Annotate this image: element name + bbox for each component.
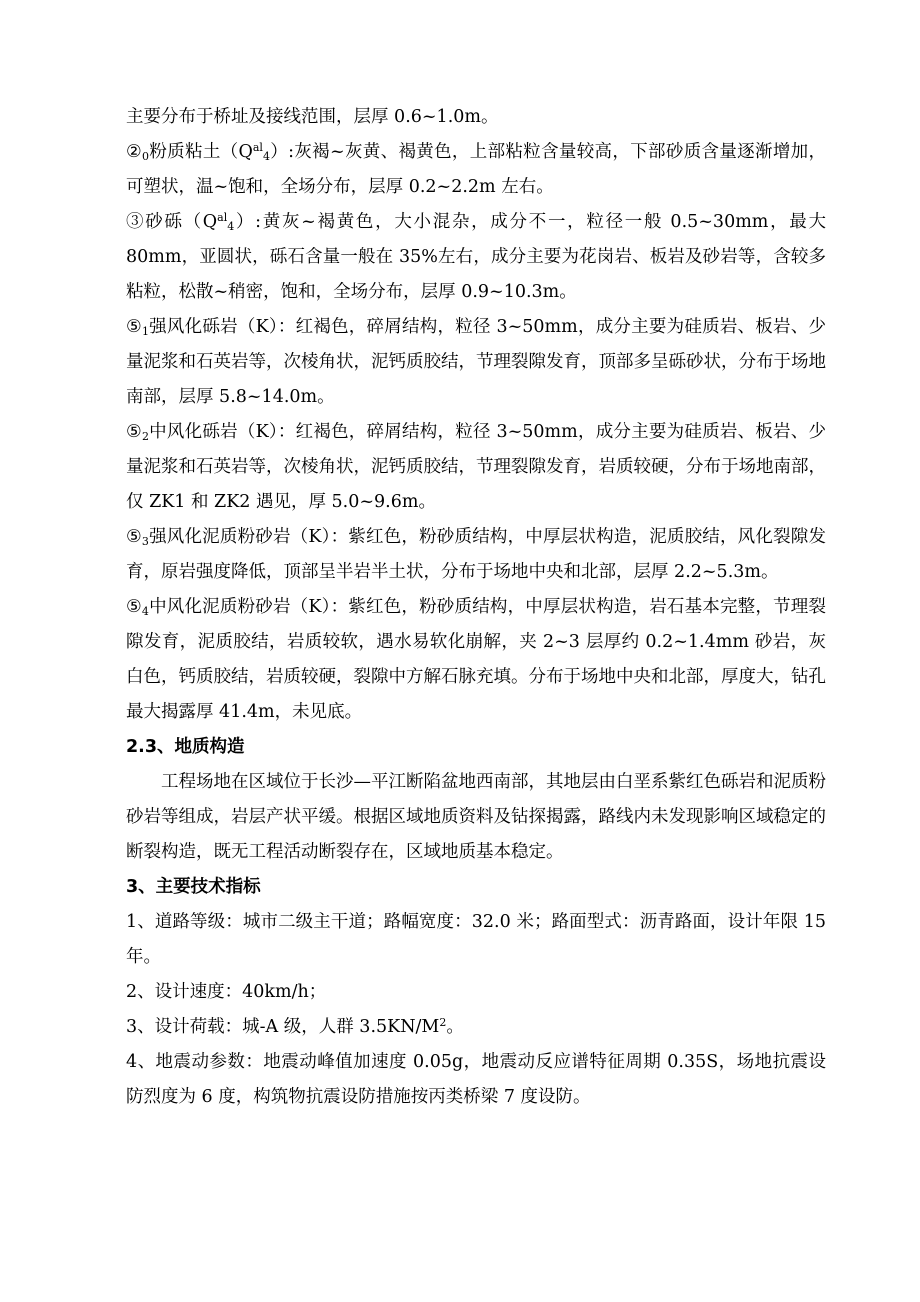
layer-number: ②: [126, 142, 143, 162]
paragraph-strong-weathered-conglomerate: [126, 310, 826, 415]
layer-number: ⑤: [126, 597, 142, 617]
layer-subscript: 4: [141, 605, 149, 618]
age-subscript: 4: [262, 150, 270, 163]
layer-subscript: 3: [141, 535, 149, 548]
layer-number: ⑤: [126, 422, 142, 442]
paragraph-distribution: 主要分布于桥址及接线范围，层厚 0.6~1.0m。: [126, 107, 499, 127]
paragraph-silty-clay: [126, 135, 826, 205]
layer-description: ）:黄灰~褐黄色，大小混杂，成分不一，粒径一般 0.5~30mm，最大 80mm，亚圆状，砾石含量一般在 35%左右，成分主要为花岗岩、板岩及砂岩等，含较多粘粒，松散~稍密，饱和，全场分布，层厚 0.9~10.3m。: [126, 212, 826, 302]
layer-subscript: 1: [141, 325, 149, 338]
paragraph-moderate-weathered-siltstone: [126, 590, 826, 730]
layer-description: 强风化泥质粉砂岩（K）：紫红色，粉砂质结构，中厚层状构造，泥质胶结，风化裂隙发育，原岩强度降低，顶部呈半岩半土状，分布于场地中央和北部，层厚 2.2~5.3m。: [126, 527, 826, 582]
list-item-design-speed: 2、设计速度：40km/h；: [126, 982, 327, 1002]
layer-subscript: 2: [141, 430, 149, 443]
paragraph-gravel-sand: [126, 205, 826, 310]
list-item-road-grade: 1、道路等级：城市二级主干道；路幅宽度：32.0 米；路面型式：沥青路面，设计年限 15 年。: [126, 912, 826, 967]
paragraph-moderate-weathered-conglomerate: [126, 415, 826, 520]
document-page: [126, 100, 826, 1115]
design-load-text: 3、设计荷载：城-A 级，人群 3.5KN/M: [126, 1017, 440, 1037]
layer-description: ）:灰褐~灰黄、褐黄色，上部粘粒含量较高，下部砂质含量逐渐增加，可塑状，温~饱和，全场分布，层厚 0.2~2.2m 左右。: [126, 142, 826, 197]
design-load-end: 。: [446, 1017, 464, 1037]
age-superscript: al: [217, 211, 228, 224]
layer-description: 中风化砾岩（K）：红褐色，碎屑结构，粒径 3~50mm，成分主要为硅质岩、板岩、少量泥浆和石英岩等，次棱角状，泥钙质胶结，节理裂隙发育，岩质较硬，分布于场地南部，仅 ZK1 和 ZK2 遇见，厚 5.0~9.6m。: [126, 422, 826, 512]
layer-name: 粉质粘土（Q: [149, 142, 253, 162]
unit-superscript: 2: [439, 1016, 447, 1029]
paragraph-strong-weathered-siltstone: [126, 520, 826, 590]
heading-technical-indicators: 3、主要技术指标: [126, 877, 261, 897]
layer-name: ③砂砾（Q: [126, 212, 218, 232]
list-item-seismic-parameters: 4、地震动参数：地震动峰值加速度 0.05g，地震动反应谱特征周期 0.35S，场地抗震设防烈度为 6 度，构筑物抗震设防措施按丙类桥梁 7 度设防。: [126, 1052, 826, 1107]
layer-subscript: 0: [142, 150, 150, 163]
heading-geological-structure: 2.3、地质构造: [126, 737, 245, 757]
layer-description: 中风化泥质粉砂岩（K）：紫红色，粉砂质结构，中厚层状构造，岩石基本完整，节理裂隙发育，泥质胶结，岩质较软，遇水易软化崩解，夹 2~3 层厚约 0.2~1.4mm 砂岩，灰白色，钙质胶结，岩质较硬，裂隙中方解石脉充填。分布于场地中央和北部，厚度大，钻孔最大揭露厚 41.4m，未见底。: [126, 597, 826, 722]
age-subscript: 4: [227, 220, 235, 233]
layer-number: ⑤: [126, 527, 142, 547]
paragraph-geological-structure: 工程场地在区域位于长沙—平江断陷盆地西南部，其地层由白垩系紫红色砾岩和泥质粉砂岩等组成，岩层产状平缓。根据区域地质资料及钻探揭露，路线内未发现影响区域稳定的断裂构造，既无工程活动断裂存在，区域地质基本稳定。: [126, 772, 826, 862]
age-superscript: al: [252, 141, 263, 154]
layer-description: 强风化砾岩（K）：红褐色，碎屑结构，粒径 3~50mm，成分主要为硅质岩、板岩、少量泥浆和石英岩等，次棱角状，泥钙质胶结，节理裂隙发育，顶部多呈砾砂状，分布于场地南部，层厚 5.8~14.0m。: [126, 317, 826, 407]
layer-number: ⑤: [126, 317, 142, 337]
list-item-design-load: [126, 1010, 826, 1045]
